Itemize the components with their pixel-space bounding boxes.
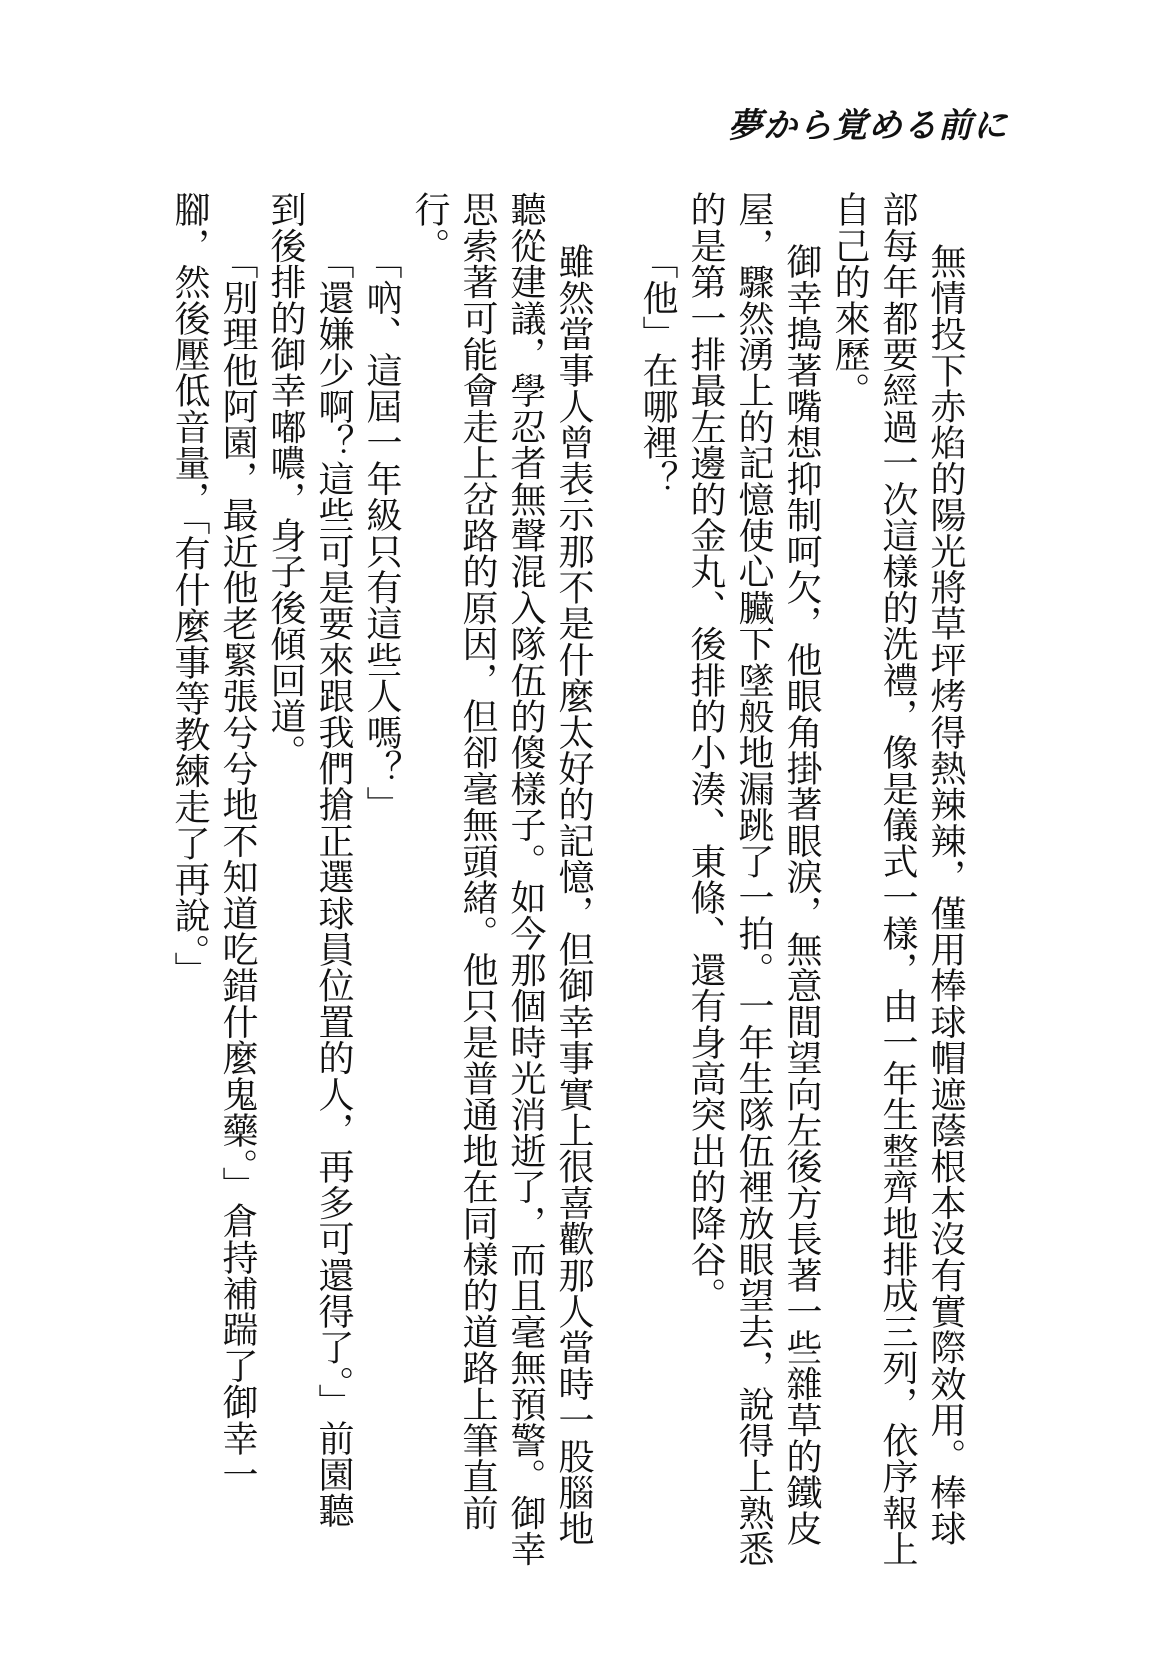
page-header-title: 夢から覚める前に bbox=[728, 106, 1008, 146]
text-column: 御幸搗著嘴想抑制呵欠，他眼角掛著眼淚，無意間望向左後方長著一些雜草的鐵皮 bbox=[781, 243, 822, 1547]
text-column: 的是第一排最左邊的金丸、後排的小湊、東條、還有身高突出的降谷。 bbox=[685, 191, 726, 1314]
text-column: 無情投下赤焰的陽光將草坪烤得熱辣辣，僅用棒球帽遮蔭根本沒有實際效用。棒球 bbox=[925, 243, 966, 1547]
text-column: 到後排的御幸嘟噥，身子後傾回道。 bbox=[265, 191, 306, 771]
text-column: 聽從建議，學忍者無聲混入隊伍的傻樣子。如今那個時光消逝了，而且毫無預警。御幸 bbox=[505, 191, 546, 1567]
text-column: 自己的來歷。 bbox=[829, 191, 870, 409]
text-column: 思索著可能會走上岔路的原因，但卻毫無頭緒。他只是普通地在同樣的道路上筆直前 bbox=[457, 191, 498, 1531]
text-column: 雖然當事人曾表示那不是什麼太好的記憶，但御幸事實上很喜歡那人當時一股腦地 bbox=[553, 243, 594, 1547]
text-column: 屋，驟然湧上的記憶使心臟下墜般地漏跳了一拍。一年生隊伍裡放眼望去，說得上熟悉 bbox=[733, 191, 774, 1567]
text-column: 行。 bbox=[409, 191, 450, 264]
text-column: 「吶、這屆一年級只有這些人嗎？」 bbox=[361, 243, 402, 823]
text-column: 「還嫌少啊？這些可是要來跟我們搶正選球員位置的人，再多可還得了。」前園聽 bbox=[313, 243, 354, 1529]
text-column: 部每年都要經過一次這樣的洗禮，像是儀式一樣，由一年生整齊地排成三列，依序報上 bbox=[877, 191, 918, 1567]
text-column: 腳，然後壓低音量，「有什麼事等教練走了再說。」 bbox=[169, 191, 210, 988]
text-column: 「別理他阿園，最近他老緊張兮兮地不知道吃錯什麼鬼藥。」倉持補踹了御幸一 bbox=[217, 243, 258, 1492]
text-column: 「他」在哪裡？ bbox=[637, 243, 678, 497]
